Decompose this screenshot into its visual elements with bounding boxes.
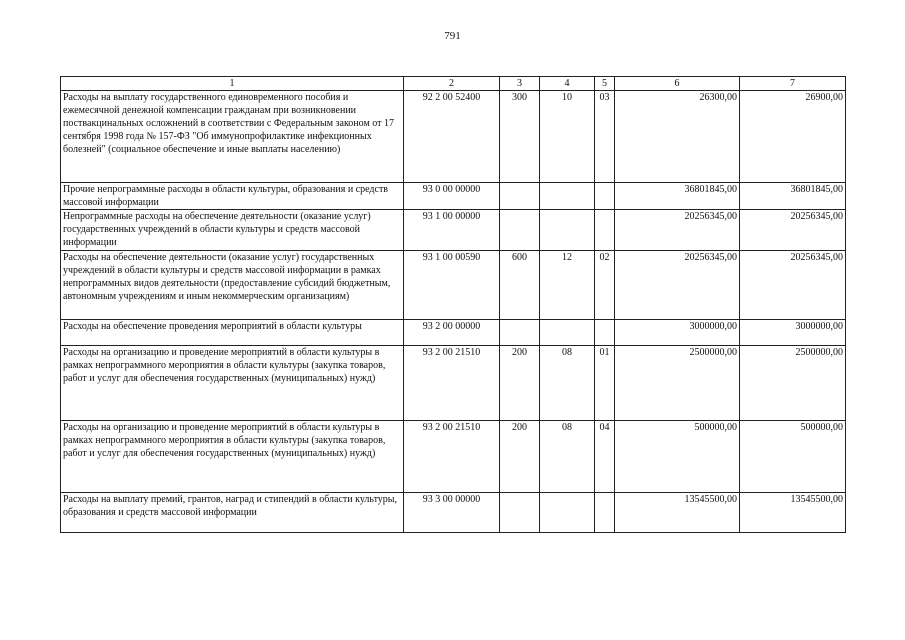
section-code xyxy=(540,183,595,210)
expense-type-code: 200 xyxy=(500,421,540,493)
section-code xyxy=(540,493,595,533)
expense-type-code xyxy=(500,210,540,251)
subsection-code: 01 xyxy=(595,346,615,421)
target-article-code: 93 2 00 21510 xyxy=(404,346,500,421)
table-row xyxy=(61,493,846,533)
amount-col7: 26900,00 xyxy=(740,91,846,183)
expense-type-code: 200 xyxy=(500,346,540,421)
expense-type-code xyxy=(500,320,540,346)
subsection-code xyxy=(595,183,615,210)
table-row xyxy=(61,210,846,251)
amount-col6: 20256345,00 xyxy=(615,251,740,320)
header-row xyxy=(61,77,846,91)
subsection-code xyxy=(595,493,615,533)
amount-col6: 26300,00 xyxy=(615,91,740,183)
amount-col6: 500000,00 xyxy=(615,421,740,493)
table-row xyxy=(61,346,846,421)
target-article-code: 92 2 00 52400 xyxy=(404,91,500,183)
column-header: 5 xyxy=(595,77,615,91)
section-code: 10 xyxy=(540,91,595,183)
subsection-code: 03 xyxy=(595,91,615,183)
column-header: 6 xyxy=(615,77,740,91)
table-row xyxy=(61,183,846,210)
amount-col6: 20256345,00 xyxy=(615,210,740,251)
table-row xyxy=(61,91,846,183)
page-number: 791 xyxy=(444,30,461,42)
amount-col7: 3000000,00 xyxy=(740,320,846,346)
section-code: 08 xyxy=(540,346,595,421)
section-code xyxy=(540,210,595,251)
column-header: 4 xyxy=(540,77,595,91)
column-header: 2 xyxy=(404,77,500,91)
section-code: 12 xyxy=(540,251,595,320)
expense-type-code: 300 xyxy=(500,91,540,183)
expense-name: Расходы на выплату государственного единовременного пособия и ежемесячной денежной компенсации гражданам при возникновении поствакцинальных осложнений в соответствии с Федеральным законом от 17 сентября 1998 года № 157-ФЗ "Об иммунопрофилактике инфекционных болезней" (социальное обеспечение и иные выплаты населению) xyxy=(61,91,404,183)
section-code: 08 xyxy=(540,421,595,493)
section-code xyxy=(540,320,595,346)
expense-name: Прочие непрограммные расходы в области культуры, образования и средств массовой информации xyxy=(61,183,404,210)
column-header: 1 xyxy=(61,77,404,91)
column-header: 3 xyxy=(500,77,540,91)
amount-col7: 500000,00 xyxy=(740,421,846,493)
expense-name: Расходы на выплату премий, грантов, наград и стипендий в области культуры, образования и средств массовой информации xyxy=(61,493,404,533)
amount-col7: 20256345,00 xyxy=(740,210,846,251)
amount-col6: 3000000,00 xyxy=(615,320,740,346)
table-row xyxy=(61,421,846,493)
subsection-code: 02 xyxy=(595,251,615,320)
expense-type-code xyxy=(500,183,540,210)
expense-name: Расходы на организацию и проведение мероприятий в области культуры в рамках непрограммного мероприятия в области культуры (закупка товаров, работ и услуг для обеспечения государственных (муниципальных) нужд) xyxy=(61,346,404,421)
amount-col7: 13545500,00 xyxy=(740,493,846,533)
expense-name: Расходы на обеспечение проведения мероприятий в области культуры xyxy=(61,320,404,346)
expense-type-code xyxy=(500,493,540,533)
expense-name: Непрограммные расходы на обеспечение деятельности (оказание услуг) государственных учреждений в области культуры и средств массовой информации xyxy=(61,210,404,251)
amount-col6: 13545500,00 xyxy=(615,493,740,533)
expense-type-code: 600 xyxy=(500,251,540,320)
amount-col7: 2500000,00 xyxy=(740,346,846,421)
target-article-code: 93 0 00 00000 xyxy=(404,183,500,210)
subsection-code xyxy=(595,320,615,346)
target-article-code: 93 1 00 00590 xyxy=(404,251,500,320)
table-row xyxy=(61,251,846,320)
amount-col6: 36801845,00 xyxy=(615,183,740,210)
target-article-code: 93 3 00 00000 xyxy=(404,493,500,533)
column-header: 7 xyxy=(740,77,846,91)
target-article-code: 93 1 00 00000 xyxy=(404,210,500,251)
subsection-code: 04 xyxy=(595,421,615,493)
table-row xyxy=(61,320,846,346)
target-article-code: 93 2 00 00000 xyxy=(404,320,500,346)
amount-col7: 20256345,00 xyxy=(740,251,846,320)
expense-name: Расходы на организацию и проведение мероприятий в области культуры в рамках непрограммного мероприятия в области культуры (закупка товаров, работ и услуг для обеспечения государственных (муниципальных) нужд) xyxy=(61,421,404,493)
amount-col7: 36801845,00 xyxy=(740,183,846,210)
target-article-code: 93 2 00 21510 xyxy=(404,421,500,493)
budget-table xyxy=(60,76,846,533)
amount-col6: 2500000,00 xyxy=(615,346,740,421)
subsection-code xyxy=(595,210,615,251)
expense-name: Расходы на обеспечение деятельности (оказание услуг) государственных учреждений в области культуры и средств массовой информации в рамках непрограммных видов деятельности (предоставление субсидий бюджетным, автономным учреждениям и иным некоммерческим организациям) xyxy=(61,251,404,320)
